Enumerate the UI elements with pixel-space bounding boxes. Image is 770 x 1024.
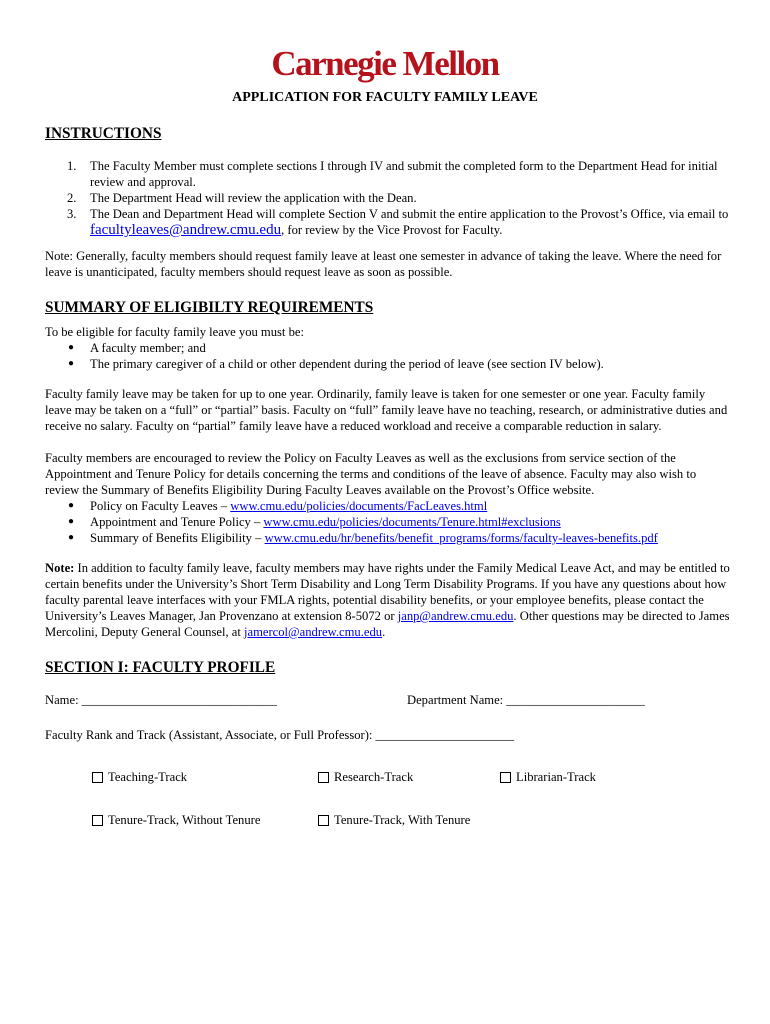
eligibility-list xyxy=(45,340,730,372)
checkbox-icon xyxy=(92,772,103,783)
tenure-checkbox-row xyxy=(45,812,730,830)
policy-links-list xyxy=(45,498,730,546)
department-field[interactable]: Department Name: ______________________ xyxy=(407,693,645,707)
librarian-track-checkbox[interactable]: Librarian-Track xyxy=(500,769,596,785)
fmla-note: Note: In addition to faculty family leave, faculty members may have rights under the Family Medical Leave Act, and may be entitled to certain benefits under the University’s Short Term Disability and Long Term Disability Programs. If you have any questions about how faculty parental leave interfaces with your FMLA rights, potential disability benefits, or your employee benefits, please contact the University’s Leaves Manager, Jan Provenzano at extension 8-5072 or janp@andrew.cmu.edu. Other questions may be directed to James Mercolini, Deputy General Counsel, at jamercol@andrew.cmu.edu. xyxy=(45,561,730,639)
instruction-step: 1. The Faculty Member must complete sections I through IV and submit the completed form to the Department Head for initial review and approval. xyxy=(67,159,718,189)
instruction-step: 2. The Department Head will review the application with the Dean. xyxy=(67,191,417,205)
research-track-checkbox[interactable]: Research-Track xyxy=(318,769,413,785)
instructions-list xyxy=(45,158,730,238)
teaching-track-checkbox[interactable]: Teaching-Track xyxy=(92,769,187,785)
rank-field[interactable]: Faculty Rank and Track (Assistant, Associate, or Full Professor): ______________________ xyxy=(45,728,515,742)
bullet-icon: ● xyxy=(68,358,75,369)
list-item: ● Summary of Benefits Eligibility – www.cmu.edu/hr/benefits/benefit_programs/forms/faculty-leaves-benefits.pdf xyxy=(68,531,658,545)
leave-duration-paragraph: Faculty family leave may be taken for up to one year. Ordinarily, family leave is taken for one semester or one year. Faculty family leave may be taken on a “full” or “partial” basis. Faculty on “full” family leave have no teaching, research, or administrative duties and receive no salary. Faculty on “partial” family leave have a reduced workload and receive a comparable reduction in salary. xyxy=(45,387,728,433)
track-checkbox-row xyxy=(45,769,730,787)
policy-link[interactable]: www.cmu.edu/policies/documents/Tenure.html#exclusions xyxy=(263,515,561,529)
instructions-note: Note: Generally, faculty members should request family leave at least one semester in advance of taking the leave. Where the need for leave is unanticipated, faculty members should request leave as soon as possible. xyxy=(45,249,722,279)
policy-link[interactable]: www.cmu.edu/hr/benefits/benefit_programs/forms/faculty-leaves-benefits.pdf xyxy=(264,531,658,545)
form-title: APPLICATION FOR FACULTY FAMILY LEAVE xyxy=(232,90,538,105)
tenure-track-with-tenure-checkbox[interactable]: Tenure-Track, With Tenure xyxy=(318,812,470,828)
checkbox-icon xyxy=(500,772,511,783)
section1-heading: SECTION I: FACULTY PROFILE xyxy=(45,659,276,676)
rank-track-row xyxy=(45,727,730,745)
carnegie-mellon-logo: Carnegie Mellon xyxy=(271,44,499,83)
tenure-track-without-tenure-checkbox[interactable]: Tenure-Track, Without Tenure xyxy=(92,812,260,828)
instructions-heading: INSTRUCTIONS xyxy=(45,125,162,142)
eligibility-intro: To be eligible for faculty family leave you must be: xyxy=(45,325,304,339)
bullet-icon: ● xyxy=(68,516,75,527)
name-field[interactable]: Name: _______________________________ xyxy=(45,693,277,707)
list-item: ● A faculty member; and xyxy=(68,341,206,355)
policy-review-paragraph: Faculty members are encouraged to review the Policy on Faculty Leaves as well as the exclusions from service section of the Appointment and Tenure Policy for details concerning the terms and conditions of the leave of absence. Faculty may also wish to review the Summary of Benefits Eligibility During Faculty Leaves available on the Provost’s Office website. xyxy=(45,451,697,497)
summary-heading: SUMMARY OF ELIGIBILTY REQUIREMENTS xyxy=(45,299,374,316)
list-item: ● Appointment and Tenure Policy – www.cmu.edu/policies/documents/Tenure.html#exclusions xyxy=(68,515,561,529)
checkbox-icon xyxy=(318,815,329,826)
checkbox-icon xyxy=(92,815,103,826)
form-content xyxy=(45,124,730,830)
policy-link[interactable]: www.cmu.edu/policies/documents/FacLeaves.html xyxy=(230,499,488,513)
faculty-leaves-email-link[interactable]: facultyleaves@andrew.cmu.edu xyxy=(90,222,282,238)
leaves-manager-email-link[interactable]: janp@andrew.cmu.edu xyxy=(397,609,514,623)
checkbox-icon xyxy=(318,772,329,783)
name-department-row xyxy=(45,692,730,710)
instruction-step: 3. The Dean and Department Head will complete Section V and submit the entire application to the Provost’s Office, via email to facultyleaves@andrew.cmu.edu, for review by the Vice Provost for Faculty. xyxy=(67,207,729,238)
list-item: ● The primary caregiver of a child or other dependent during the period of leave (see section IV below). xyxy=(68,357,604,371)
counsel-email-link[interactable]: jamercol@andrew.cmu.edu xyxy=(244,625,383,639)
bullet-icon: ● xyxy=(68,532,75,543)
bullet-icon: ● xyxy=(68,342,75,353)
bullet-icon: ● xyxy=(68,500,75,511)
list-item: ● Policy on Faculty Leaves – www.cmu.edu/policies/documents/FacLeaves.html xyxy=(68,499,488,513)
